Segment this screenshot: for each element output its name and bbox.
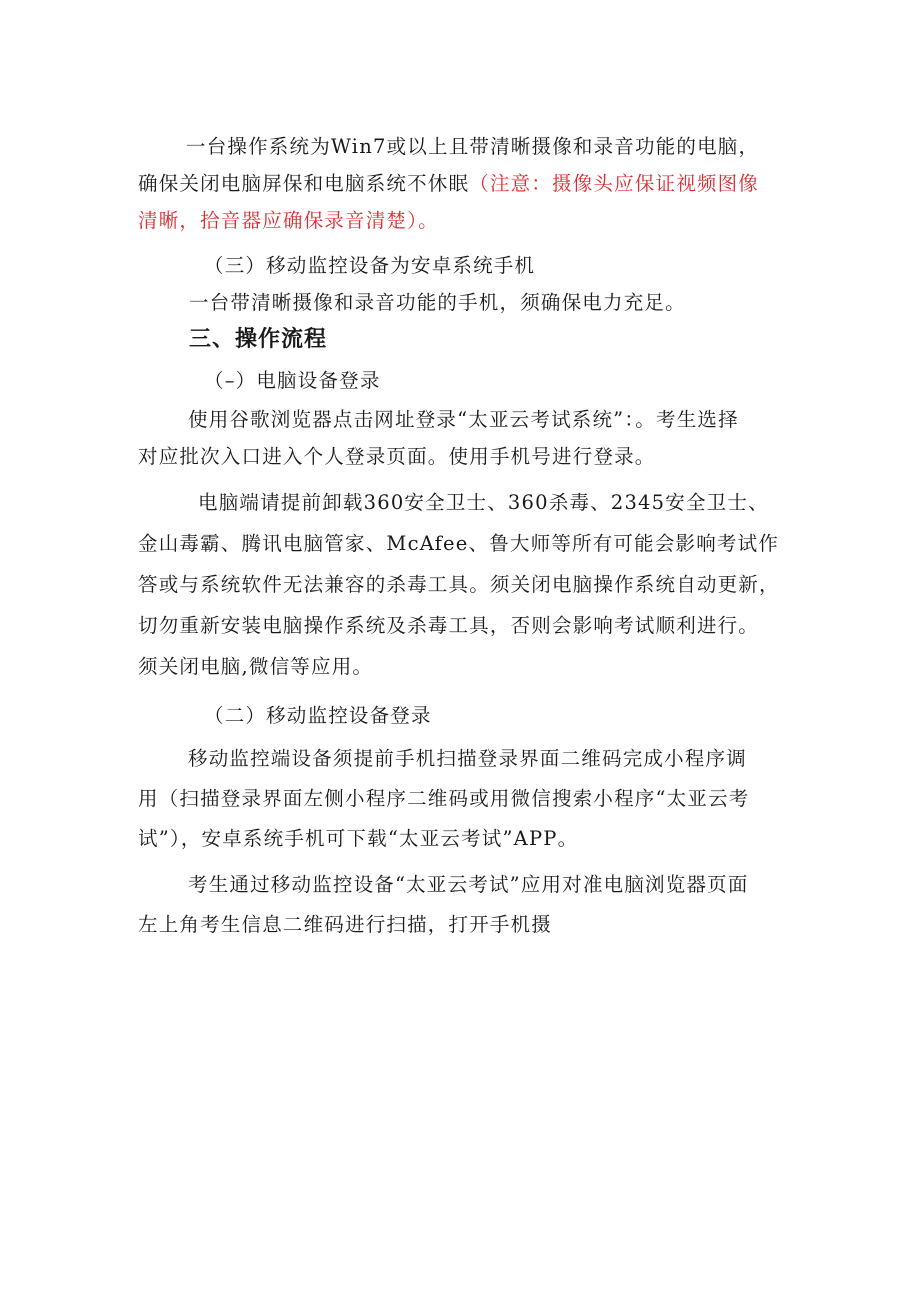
subheading-mobile-login: （二）移动监控设备登录 [204, 704, 432, 727]
text-line: 切勿重新安装电脑操作系统及杀毒工具，否则会影响考试顺利进行。 [138, 614, 760, 637]
text-line: 答或与系统软件无法兼容的杀毒工具。须关闭电脑操作系统自动更新， [138, 573, 780, 596]
paragraph-computer-requirement [138, 128, 800, 239]
text-line: 左上角考生信息二维码进行扫描，打开手机摄 [138, 913, 553, 936]
text-line [138, 202, 800, 239]
paragraph-antivirus [138, 484, 800, 685]
text-line: 对应批次入口进入个人登录页面。使用手机号进行登录。 [138, 445, 656, 468]
note-text: 清晰，拾音器应确保录音清楚） [138, 209, 419, 232]
paragraph-mini-program [138, 740, 800, 857]
section-heading: 三、操作流程 [189, 327, 328, 352]
text-line: 移动监控端设备须提前手机扫描登录界面二维码完成小程序调 [188, 747, 747, 770]
text-line: 须关闭电脑,微信等应用。 [138, 655, 374, 678]
note-punctuation: 。 [418, 209, 439, 232]
text-line: 试”），安卓系统手机可下载“太亚云考试”APP。 [138, 827, 579, 850]
subheading-mobile-device: （三）移动监控设备为安卓系统手机 [204, 254, 536, 277]
text-segment: 确保关闭电脑屏保和电脑系统不休眠 [138, 172, 470, 195]
paragraph-phone-requirement: 一台带清晰摄像和录音功能的手机，须确保电力充足。 [189, 291, 686, 314]
text-line: 使用谷歌浏览器点击网址登录“太亚云考试系统”：。考生选择 [188, 408, 739, 431]
subheading-computer-login: （–）电脑设备登录 [204, 369, 381, 392]
text-line [138, 165, 800, 202]
paragraph-scan-qr [138, 866, 800, 943]
text-line: 一台操作系统为Win7或以上且带清晰摄像和录音功能的电脑， [186, 135, 760, 158]
paragraph-browser-login [138, 401, 800, 475]
text-line: 考生通过移动监控设备“太亚云考试”应用对准电脑浏览器页面 [188, 873, 749, 896]
text-line: 电脑端请提前卸载360安全卫士、360杀毒、2345安全卫士、 [198, 491, 769, 514]
note-text: （注意：摄像头应保证视频图像 [469, 172, 760, 195]
text-line: 用（扫描登录界面左侧小程序二维码或用微信搜索小程序“太亚云考 [138, 787, 750, 810]
text-line: 金山毒霸、腾讯电脑管家、McAfee、鲁大师等所有可能会影响考试作 [138, 532, 780, 555]
